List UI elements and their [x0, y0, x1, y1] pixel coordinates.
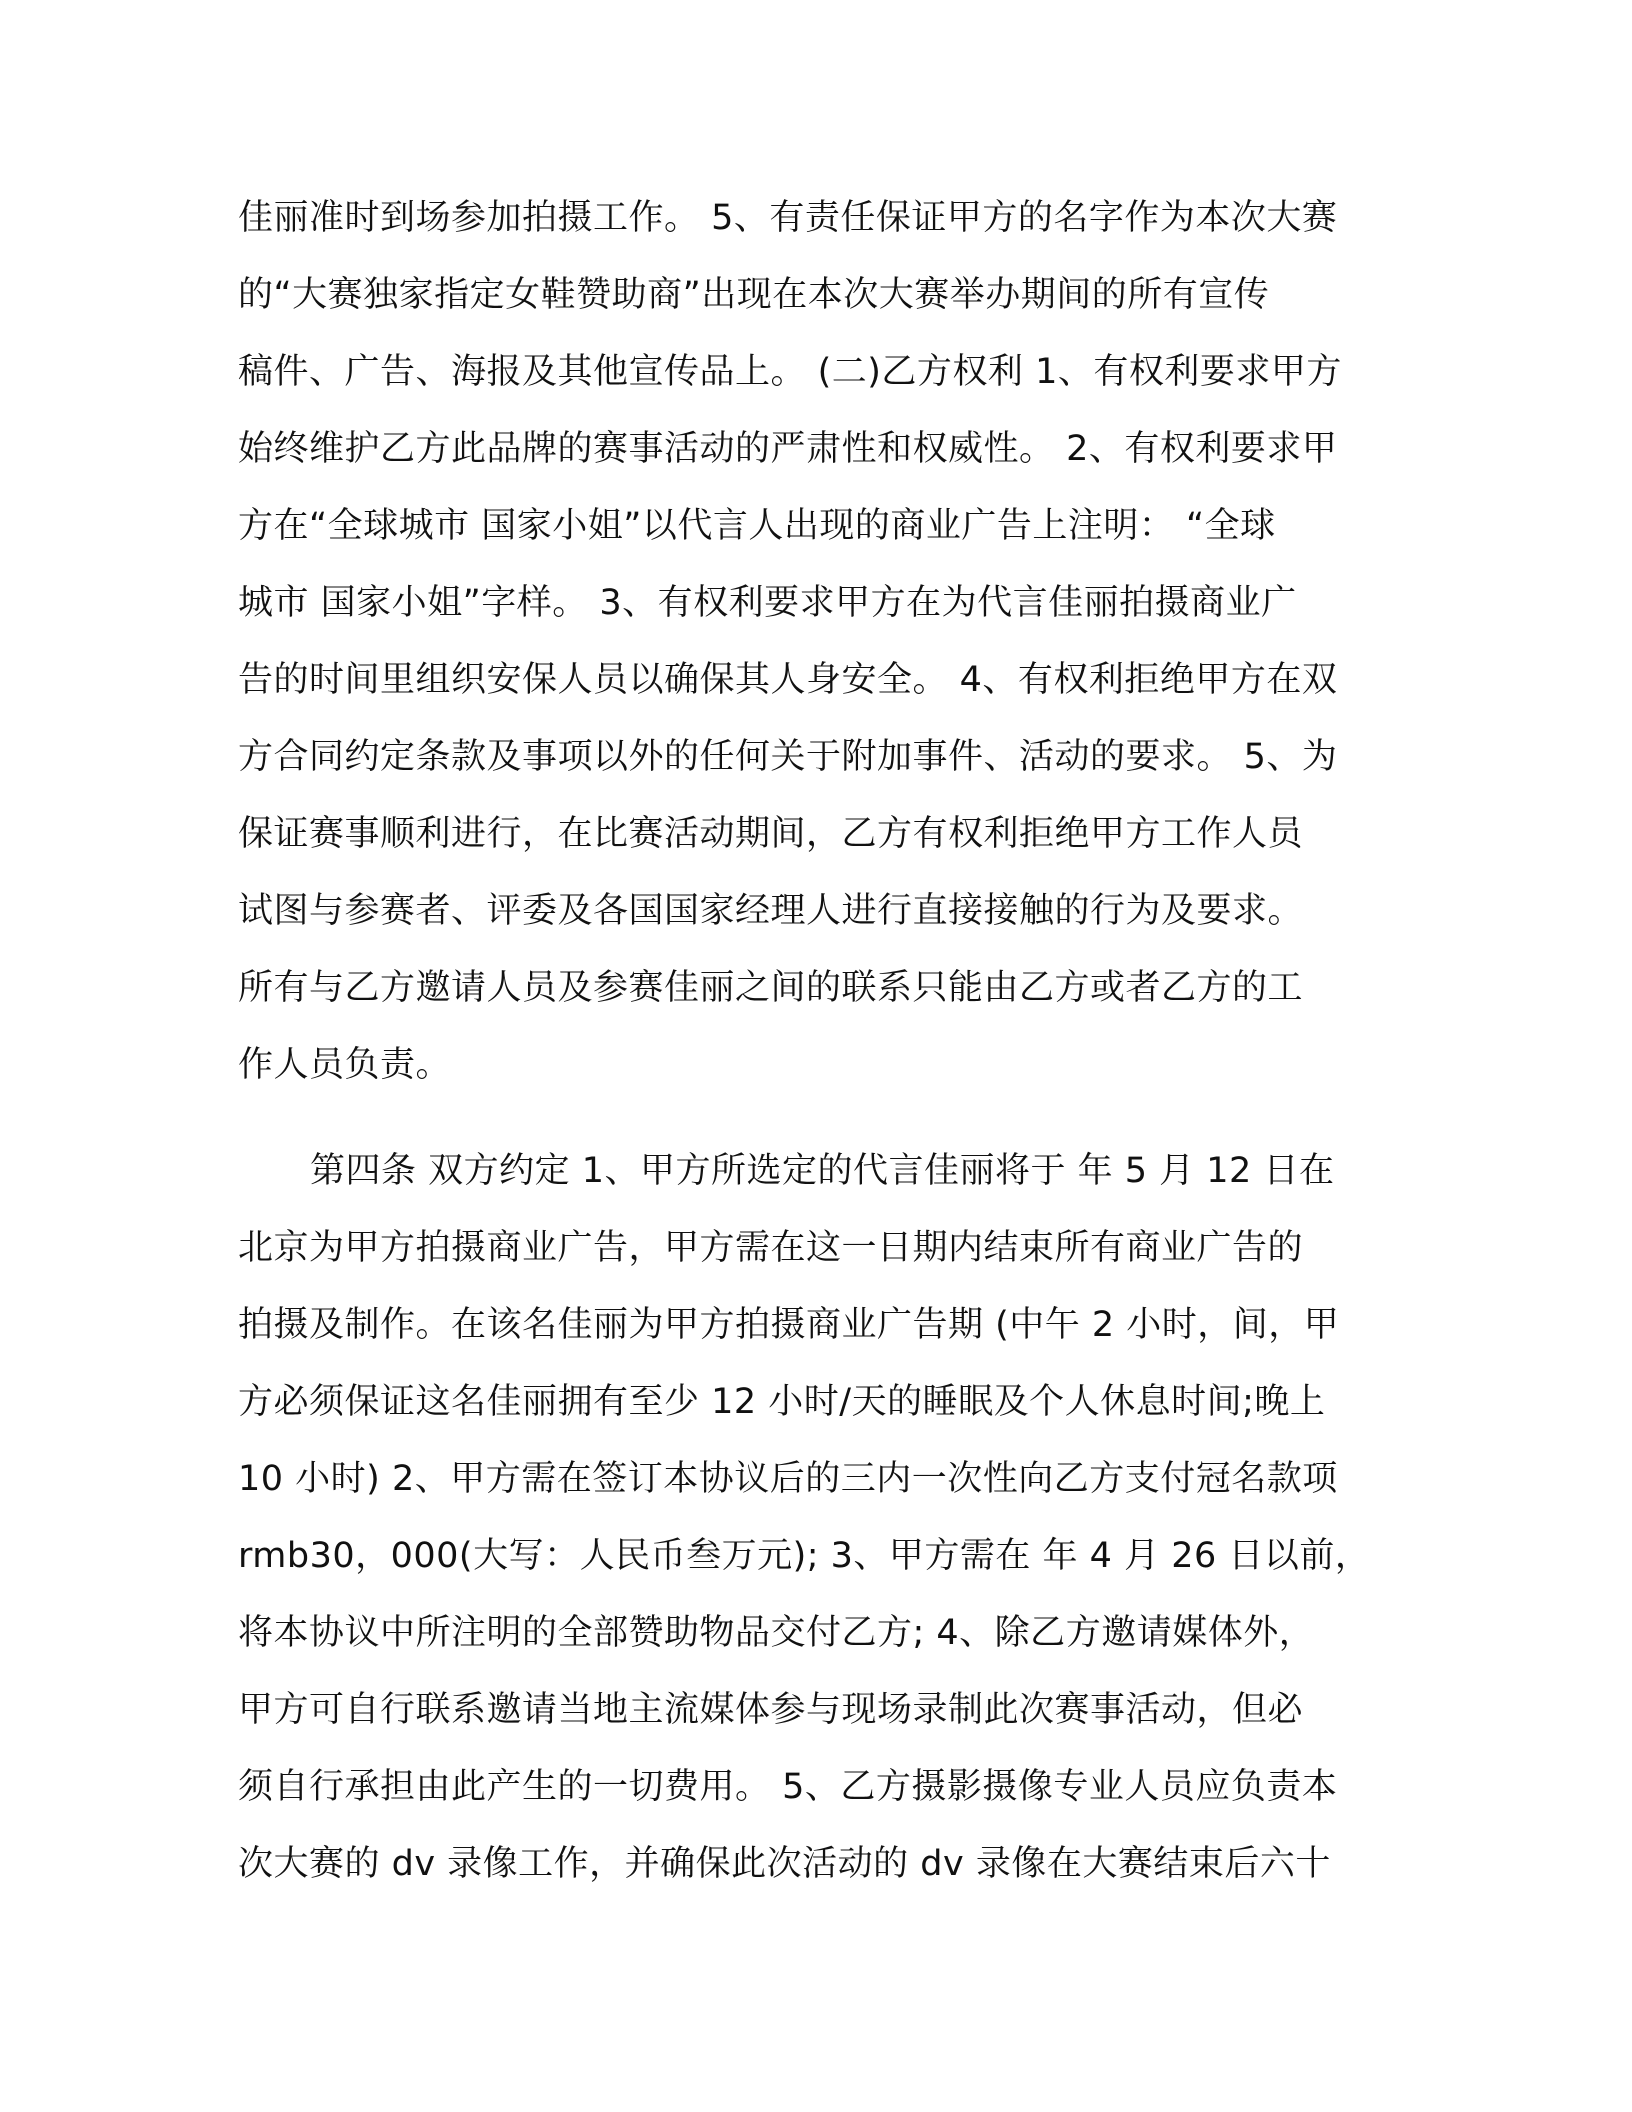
text-line: 甲方可自行联系邀请当地主流媒体参与现场录制此次赛事活动，但必 [238, 1690, 1304, 1730]
text-line: 佳丽准时到场参加拍摄工作。 5、有责任保证甲方的名字作为本次大赛 [238, 198, 1338, 238]
text-line: 方在“全球城市 国家小姐”以代言人出现的商业广告上注明： “全球 [238, 506, 1276, 546]
text-line: 第四条 双方约定 1、甲方所选定的代言佳丽将于 年 5 月 12 日在 [310, 1151, 1335, 1191]
text-line: 始终维护乙方此品牌的赛事活动的严肃性和权威性。 2、有权利要求甲 [238, 429, 1338, 469]
text-line: 拍摄及制作。在该名佳丽为甲方拍摄商业广告期 (中午 2 小时，间，甲 [238, 1305, 1340, 1345]
text-line: 的“大赛独家指定女鞋赞助商”出现在本次大赛举办期间的所有宣传 [238, 275, 1270, 315]
paragraph-rights [238, 180, 1398, 1104]
text-line: 作人员负责。 [238, 1045, 452, 1085]
text-line: 方必须保证这名佳丽拥有至少 12 小时/天的睡眠及个人休息时间;晚上 [238, 1382, 1326, 1422]
text-line: 试图与参赛者、评委及各国国家经理人进行直接接触的行为及要求。 [238, 891, 1304, 931]
text-line: 告的时间里组织安保人员以确保其人身安全。 4、有权利拒绝甲方在双 [238, 660, 1338, 700]
text-line: 方合同约定条款及事项以外的任何关于附加事件、活动的要求。 5、为 [238, 737, 1338, 777]
text-line: 将本协议中所注明的全部赞助物品交付乙方; 4、除乙方邀请媒体外， [238, 1613, 1315, 1653]
text-line: rmb30，000(大写：人民币叁万元); 3、甲方需在 年 4 月 26 日以前， [238, 1536, 1371, 1576]
text-line: 稿件、广告、海报及其他宣传品上。 (二)乙方权利 1、有权利要求甲方 [238, 352, 1342, 392]
text-line: 北京为甲方拍摄商业广告，甲方需在这一日期内结束所有商业广告的 [238, 1228, 1304, 1268]
text-line: 城市 国家小姐”字样。 3、有权利要求甲方在为代言佳丽拍摄商业广 [238, 583, 1297, 623]
text-line: 所有与乙方邀请人员及参赛佳丽之间的联系只能由乙方或者乙方的工 [238, 968, 1304, 1008]
paragraph-article-four [238, 1133, 1398, 1903]
text-line: 保证赛事顺利进行，在比赛活动期间，乙方有权利拒绝甲方工作人员 [238, 814, 1304, 854]
text-line: 10 小时) 2、甲方需在签订本协议后的三内一次性向乙方支付冠名款项 [238, 1459, 1338, 1499]
text-line: 须自行承担由此产生的一切费用。 5、乙方摄影摄像专业人员应负责本 [238, 1767, 1338, 1807]
text-line: 次大赛的 dv 录像工作，并确保此次活动的 dv 录像在大赛结束后六十 [238, 1844, 1331, 1884]
